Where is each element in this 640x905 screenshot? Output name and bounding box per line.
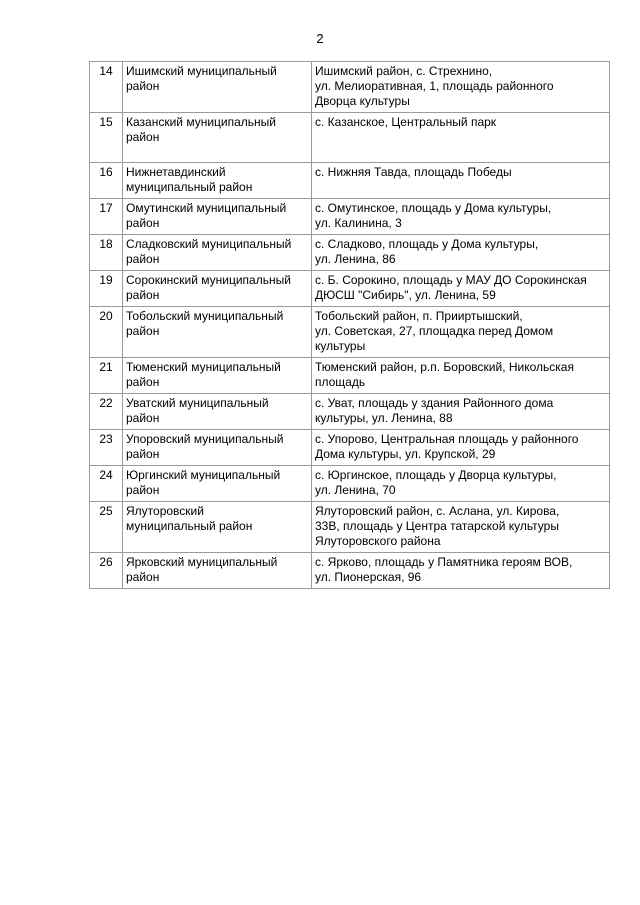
district-name-line: Юргинский муниципальный: [126, 468, 281, 482]
venue-address-line: с. Б. Сорокино, площадь у МАУ ДО Сорокинская: [315, 273, 587, 287]
row-number: 22: [90, 394, 123, 430]
district-name-line: район: [126, 483, 160, 497]
district-name-line: Нижнетавдинский: [126, 165, 226, 179]
row-number: 20: [90, 307, 123, 358]
venue-address-line: Ишимский район, с. Стрехнино,: [315, 64, 493, 78]
venue-cell: [312, 62, 610, 113]
venue-address-line: с. Уват, площадь у здания Районного дома: [315, 396, 554, 410]
table-row: [90, 62, 610, 113]
table-row: [90, 113, 610, 163]
district-cell: [123, 358, 312, 394]
district-cell: [123, 235, 312, 271]
venue-address-line: с. Сладково, площадь у Дома культуры,: [315, 237, 539, 251]
venue-cell: [312, 307, 610, 358]
venue-address-line: Ялуторовского района: [315, 534, 441, 548]
district-name-line: район: [126, 288, 160, 302]
venue-address-line: ул. Ленина, 86: [315, 252, 396, 266]
district-name-line: Тобольский муниципальный: [126, 309, 284, 323]
district-cell: [123, 163, 312, 199]
district-cell: [123, 553, 312, 589]
venue-address-line: Дома культуры, ул. Крупской, 29: [315, 447, 496, 461]
locations-table: [89, 61, 610, 589]
table-row: [90, 466, 610, 502]
venue-cell: [312, 163, 610, 199]
venue-cell: [312, 113, 610, 163]
row-number: 19: [90, 271, 123, 307]
venue-address-line: ул. Ленина, 70: [315, 483, 396, 497]
row-number: 24: [90, 466, 123, 502]
district-name-line: район: [126, 447, 160, 461]
district-name-line: Ярковский муниципальный: [126, 555, 278, 569]
table-row: [90, 163, 610, 199]
row-number: 16: [90, 163, 123, 199]
venue-address-line: культуры, ул. Ленина, 88: [315, 411, 453, 425]
venue-address-line: Тобольский район, п. Прииртышский,: [315, 309, 523, 323]
district-name-line: район: [126, 375, 160, 389]
district-name-line: район: [126, 79, 160, 93]
district-name-line: Тюменский муниципальный: [126, 360, 281, 374]
venue-cell: [312, 358, 610, 394]
district-name-line: муниципальный район: [126, 519, 253, 533]
district-cell: [123, 394, 312, 430]
district-cell: [123, 62, 312, 113]
district-cell: [123, 502, 312, 553]
row-number: 14: [90, 62, 123, 113]
district-name-line: район: [126, 252, 160, 266]
table-row: [90, 394, 610, 430]
venue-address-line: с. Омутинское, площадь у Дома культуры,: [315, 201, 552, 215]
district-name-line: Ялуторовский: [126, 504, 204, 518]
venue-address-line: с. Казанское, Центральный парк: [315, 115, 497, 129]
table-body: [90, 62, 610, 589]
district-name-line: муниципальный район: [126, 180, 253, 194]
table-row: [90, 553, 610, 589]
venue-address-line: с. Юргинское, площадь у Дворца культуры,: [315, 468, 557, 482]
venue-cell: [312, 199, 610, 235]
venue-cell: [312, 466, 610, 502]
row-number: 23: [90, 430, 123, 466]
venue-cell: [312, 271, 610, 307]
row-number: 25: [90, 502, 123, 553]
district-name-line: район: [126, 570, 160, 584]
district-cell: [123, 307, 312, 358]
table-row: [90, 358, 610, 394]
venue-cell: [312, 553, 610, 589]
row-number: 18: [90, 235, 123, 271]
table-row: [90, 235, 610, 271]
row-number: 17: [90, 199, 123, 235]
district-name-line: район: [126, 411, 160, 425]
district-name-line: Омутинский муниципальный: [126, 201, 287, 215]
venue-address-line: с. Упорово, Центральная площадь у районного: [315, 432, 579, 446]
table-row: [90, 271, 610, 307]
row-number: 21: [90, 358, 123, 394]
district-cell: [123, 466, 312, 502]
district-name-line: район: [126, 130, 160, 144]
row-number: 15: [90, 113, 123, 163]
venue-address-line: ул. Советская, 27, площадка перед Домом: [315, 324, 554, 338]
venue-address-line: площадь: [315, 375, 366, 389]
district-name-line: Ишимский муниципальный: [126, 64, 277, 78]
venue-cell: [312, 502, 610, 553]
district-name-line: Сорокинский муниципальный: [126, 273, 291, 287]
district-cell: [123, 113, 312, 163]
venue-cell: [312, 394, 610, 430]
district-name-line: Казанский муниципальный: [126, 115, 276, 129]
venue-address-line: ул. Мелиоративная, 1, площадь районного: [315, 79, 554, 93]
venue-address-line: культуры: [315, 339, 366, 353]
page-number: 2: [316, 31, 324, 46]
venue-cell: [312, 235, 610, 271]
venue-address-line: ул. Калинина, 3: [315, 216, 402, 230]
district-name-line: район: [126, 324, 160, 338]
row-number: 26: [90, 553, 123, 589]
district-name-line: район: [126, 216, 160, 230]
venue-address-line: с. Нижняя Тавда, площадь Победы: [315, 165, 512, 179]
table-row: [90, 307, 610, 358]
district-name-line: Упоровский муниципальный: [126, 432, 284, 446]
district-cell: [123, 199, 312, 235]
venue-address-line: ДЮСШ "Сибирь", ул. Ленина, 59: [315, 288, 496, 302]
venue-address-line: Дворца культуры: [315, 94, 410, 108]
venue-address-line: Ялуторовский район, с. Аслана, ул. Кирова,: [315, 504, 560, 518]
venue-address-line: с. Ярково, площадь у Памятника героям ВОВ,: [315, 555, 573, 569]
venue-address-line: Тюменский район, р.п. Боровский, Никольская: [315, 360, 574, 374]
venue-cell: [312, 430, 610, 466]
table-row: [90, 430, 610, 466]
district-name-line: Сладковский муниципальный: [126, 237, 292, 251]
venue-address-line: ул. Пионерская, 96: [315, 570, 422, 584]
district-cell: [123, 430, 312, 466]
table-row: [90, 502, 610, 553]
venue-address-line: 33В, площадь у Центра татарской культуры: [315, 519, 559, 533]
district-name-line: Уватский муниципальный: [126, 396, 269, 410]
district-cell: [123, 271, 312, 307]
table-row: [90, 199, 610, 235]
